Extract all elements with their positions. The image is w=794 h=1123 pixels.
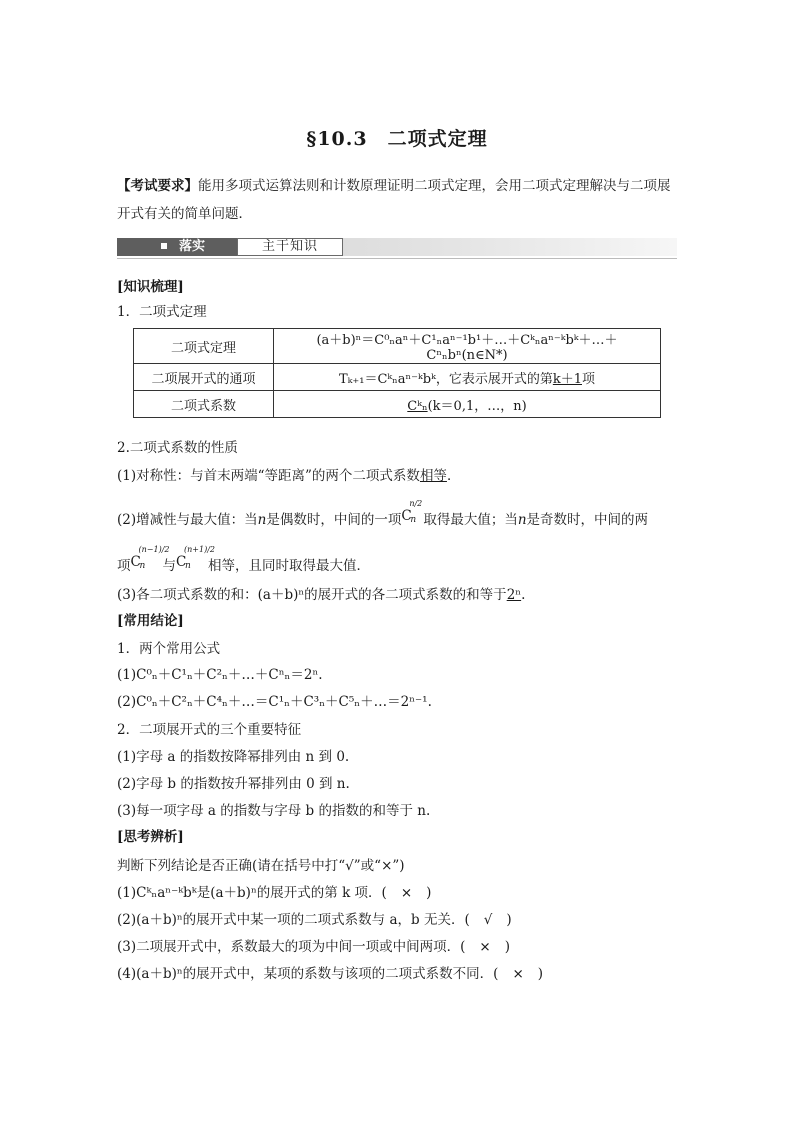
binomial-n-plus-1-over-2 bbox=[176, 545, 215, 571]
table-cell-label: 二项式定理 bbox=[134, 329, 274, 364]
judgement-end: ) bbox=[426, 885, 432, 901]
var-n: n bbox=[257, 512, 267, 528]
c-symbol: C bbox=[130, 554, 141, 570]
judgement-end: ) bbox=[537, 966, 544, 982]
monotonic-text-g: 相等，且同时取得最大值． bbox=[208, 558, 370, 574]
feature-1: (1)字母 a 的指数按降幂排列由 n 到 0. bbox=[117, 749, 350, 765]
property-monotonic-cont bbox=[117, 545, 370, 576]
monotonic-text-b: 是偶数时，中间的一项 bbox=[266, 512, 402, 528]
think-heading: [思考辨析] bbox=[117, 829, 184, 845]
binomial-bottom: n bbox=[410, 515, 417, 525]
exam-requirement bbox=[117, 172, 682, 228]
judgement-item bbox=[117, 910, 512, 930]
var-n: n bbox=[517, 512, 527, 528]
table-cell-label: 二项展开式的通项 bbox=[134, 364, 274, 391]
general-term-index: k＋1 bbox=[552, 371, 582, 387]
property-sum bbox=[117, 585, 525, 605]
sum-answer: 2ⁿ bbox=[506, 587, 522, 603]
judgement-item bbox=[117, 937, 510, 957]
binomial-n-over-2 bbox=[401, 499, 423, 525]
cross-mark-icon: × bbox=[400, 885, 413, 901]
table-row bbox=[134, 391, 661, 418]
think-intro: 判断下列结论是否正确(请在括号中打“√”或“×”) bbox=[117, 858, 405, 874]
binomial-n-minus-1-over-2 bbox=[130, 545, 170, 571]
coefficient-range: (k＝0,1，…，n) bbox=[427, 398, 527, 414]
judgement-text: (4)(a＋b)ⁿ的展开式中，某项的系数与该项的二项式系数不同．( bbox=[117, 966, 499, 982]
binomial-top: (n−1)/2 bbox=[138, 545, 170, 554]
table-cell-value bbox=[274, 391, 661, 418]
exam-requirement-tag: 【考试要求】 bbox=[117, 178, 198, 194]
c-symbol: C bbox=[176, 554, 187, 570]
binomial-table bbox=[133, 328, 661, 418]
formula-1: (1)C⁰ₙ＋C¹ₙ＋C²ₙ＋…＋Cⁿₙ＝2ⁿ. bbox=[117, 667, 323, 683]
judgement-end: ) bbox=[506, 912, 512, 928]
section1-title: 1．二项式定理 bbox=[117, 304, 207, 320]
formula-2: (2)C⁰ₙ＋C²ₙ＋C⁴ₙ＋…＝C¹ₙ＋C³ₙ＋C⁵ₙ＋…＝2ⁿ⁻¹. bbox=[117, 694, 432, 710]
common-heading: [常用结论] bbox=[117, 613, 184, 629]
check-mark-icon: √ bbox=[483, 912, 493, 928]
symmetry-end: ． bbox=[446, 468, 461, 484]
sum-text: (3)各二项式系数的和：(a＋b)ⁿ的展开式的各二项式系数的和等于 bbox=[117, 587, 507, 603]
cross-mark-icon: × bbox=[512, 966, 524, 982]
feature-3: (3)每一项字母 a 的指数与字母 b 的指数的和等于 n. bbox=[117, 803, 431, 819]
feature-2: (2)字母 b 的指数按升幂排列由 0 到 n. bbox=[117, 776, 350, 792]
c-symbol: C bbox=[401, 508, 412, 524]
property-monotonic bbox=[117, 499, 649, 530]
section-banner bbox=[117, 236, 677, 260]
common-section1-title: 1．两个常用公式 bbox=[117, 641, 221, 657]
binomial-top: (n+1)/2 bbox=[184, 545, 215, 554]
symmetry-text: (1)对称性：与首末两端“等距离”的两个二项式系数 bbox=[117, 468, 420, 484]
banner-right: 主干知识 bbox=[237, 238, 343, 256]
common-section2-title: 2．二项展开式的三个重要特征 bbox=[117, 722, 302, 738]
table-row bbox=[134, 329, 661, 364]
binomial-bottom: n bbox=[185, 561, 191, 571]
general-term-suffix: 项 bbox=[581, 371, 595, 387]
judgement-item bbox=[117, 964, 543, 984]
monotonic-text-f: 与 bbox=[162, 558, 176, 574]
square-bullet-icon bbox=[161, 243, 167, 249]
cross-mark-icon: × bbox=[479, 939, 491, 955]
monotonic-text-d: 是奇数时，中间的两 bbox=[526, 512, 649, 528]
general-term-text: Tₖ₊₁＝Cᵏₙaⁿ⁻ᵏbᵏ，它表示展开式的第 bbox=[338, 371, 553, 387]
table-cell-label: 二项式系数 bbox=[134, 391, 274, 418]
page-title: §10.3 二项式定理 bbox=[306, 128, 488, 150]
binomial-bottom: n bbox=[139, 561, 146, 571]
judgement-text: (2)(a＋b)ⁿ的展开式中某一项的二项式系数与 a，b 无关．( bbox=[117, 912, 470, 928]
table-cell-value: (a＋b)ⁿ＝C⁰ₙaⁿ＋C¹ₙaⁿ⁻¹b¹＋…＋Cᵏₙaⁿ⁻ᵏbᵏ＋…＋Cⁿₙbⁿ(n∈N*) bbox=[274, 329, 661, 364]
symmetry-answer: 相等 bbox=[419, 468, 447, 484]
coefficient-symbol: Cᵏₙ bbox=[407, 398, 428, 414]
section2-title: 2.二项式系数的性质 bbox=[117, 440, 238, 456]
monotonic-text-a: (2)增减性与最大值：当 bbox=[117, 512, 258, 528]
table-row bbox=[134, 364, 661, 391]
binomial-top: n/2 bbox=[409, 499, 423, 508]
monotonic-text-e: 项 bbox=[117, 558, 131, 574]
banner-underline bbox=[117, 258, 677, 259]
table-cell-value bbox=[274, 364, 661, 391]
judgement-text: (1)Cᵏₙaⁿ⁻ᵏbᵏ是(a＋b)ⁿ的展开式的第 k 项．( bbox=[117, 885, 387, 901]
judgement-end: ) bbox=[504, 939, 510, 955]
knowledge-heading: [知识梳理] bbox=[117, 279, 184, 295]
sum-end: . bbox=[521, 587, 526, 603]
banner-left bbox=[117, 238, 237, 256]
judgement-text: (3)二项展开式中，系数最大的项为中间一项或中间两项．( bbox=[117, 939, 466, 955]
banner-left-label: 落实 bbox=[179, 239, 206, 254]
property-symmetry bbox=[117, 466, 460, 486]
exam-requirement-text: 能用多项式运算法则和计数原理证明二项式定理，会用二项式定理解决与二项展开式有关的简单问题． bbox=[117, 178, 671, 222]
monotonic-text-c: 取得最大值；当 bbox=[423, 512, 518, 528]
judgement-item bbox=[117, 883, 431, 903]
